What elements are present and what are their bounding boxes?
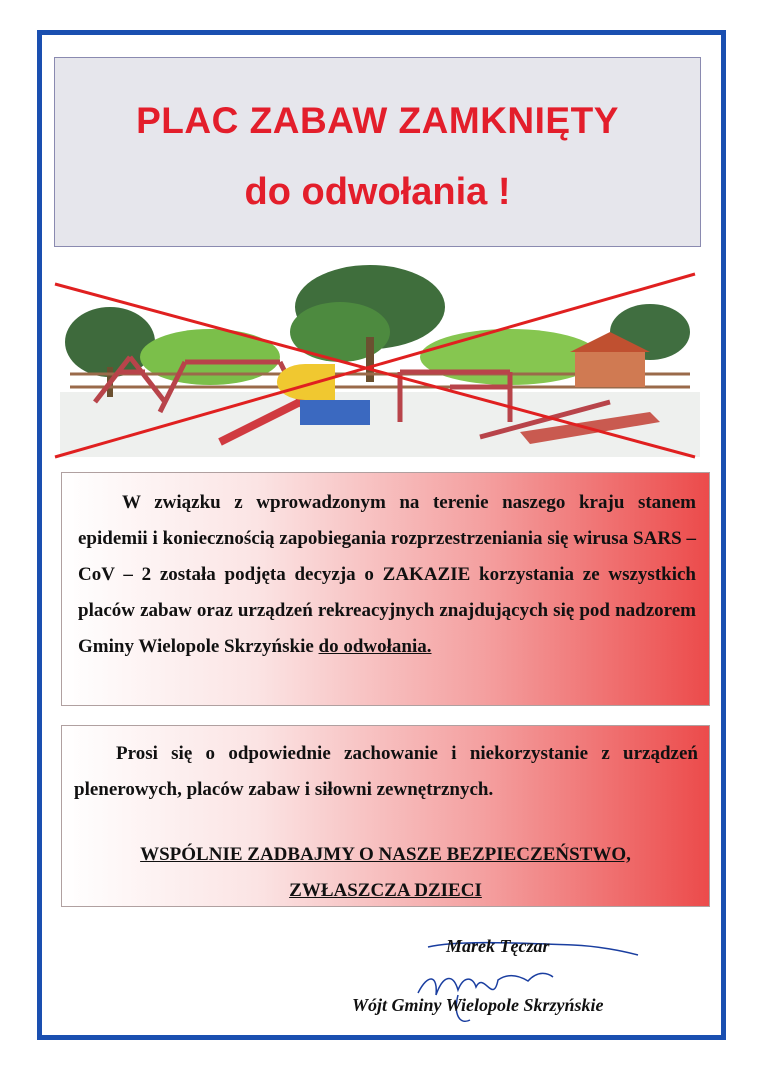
notice-underlined-text: do odwołania.: [318, 636, 432, 657]
title-banner: [54, 57, 701, 247]
appeal-box: [61, 725, 710, 907]
notice-paragraph: [78, 485, 696, 665]
signatory-role: Wójt Gminy Wielopole Skrzyńskie: [352, 995, 604, 1015]
signatory-name: Marek Tęczar: [446, 936, 550, 956]
slogan-line-2: ZWŁASZCZA DZIECI: [289, 880, 482, 901]
crossed-playground-image: [50, 262, 700, 467]
title-subheading: do odwołania !: [244, 171, 511, 213]
platform-block: [300, 400, 370, 425]
slogan-line-1: WSPÓLNIE ZADBAJMY O NASZE BEZPIECZEŃSTWO,: [140, 844, 631, 865]
title-heading: PLAC ZABAW ZAMKNIĘTY: [136, 100, 619, 141]
tree-icon: [65, 307, 155, 377]
notice-text: W związku z wprowadzonym na terenie naszego kraju stanem epidemii i koniecznością zapobiegania rozprzestrzeniania się wirusa SARS – CoV – 2 została podjęta decyzja o ZAKAZIE korzystania ze wszystkich placów zabaw oraz urządzeń rekreacyjnych znajdujących się pod nadzorem Gminy Wielopole Skrzyńskie: [78, 492, 696, 657]
notice-box: [61, 472, 710, 706]
house-icon: [575, 352, 645, 387]
appeal-paragraph: Prosi się o odpowiednie zachowanie i niekorzystanie z urządzeń plenerowych, placów zabaw i siłowni zewnętrznych.: [74, 743, 698, 800]
bush-icon: [140, 329, 280, 385]
